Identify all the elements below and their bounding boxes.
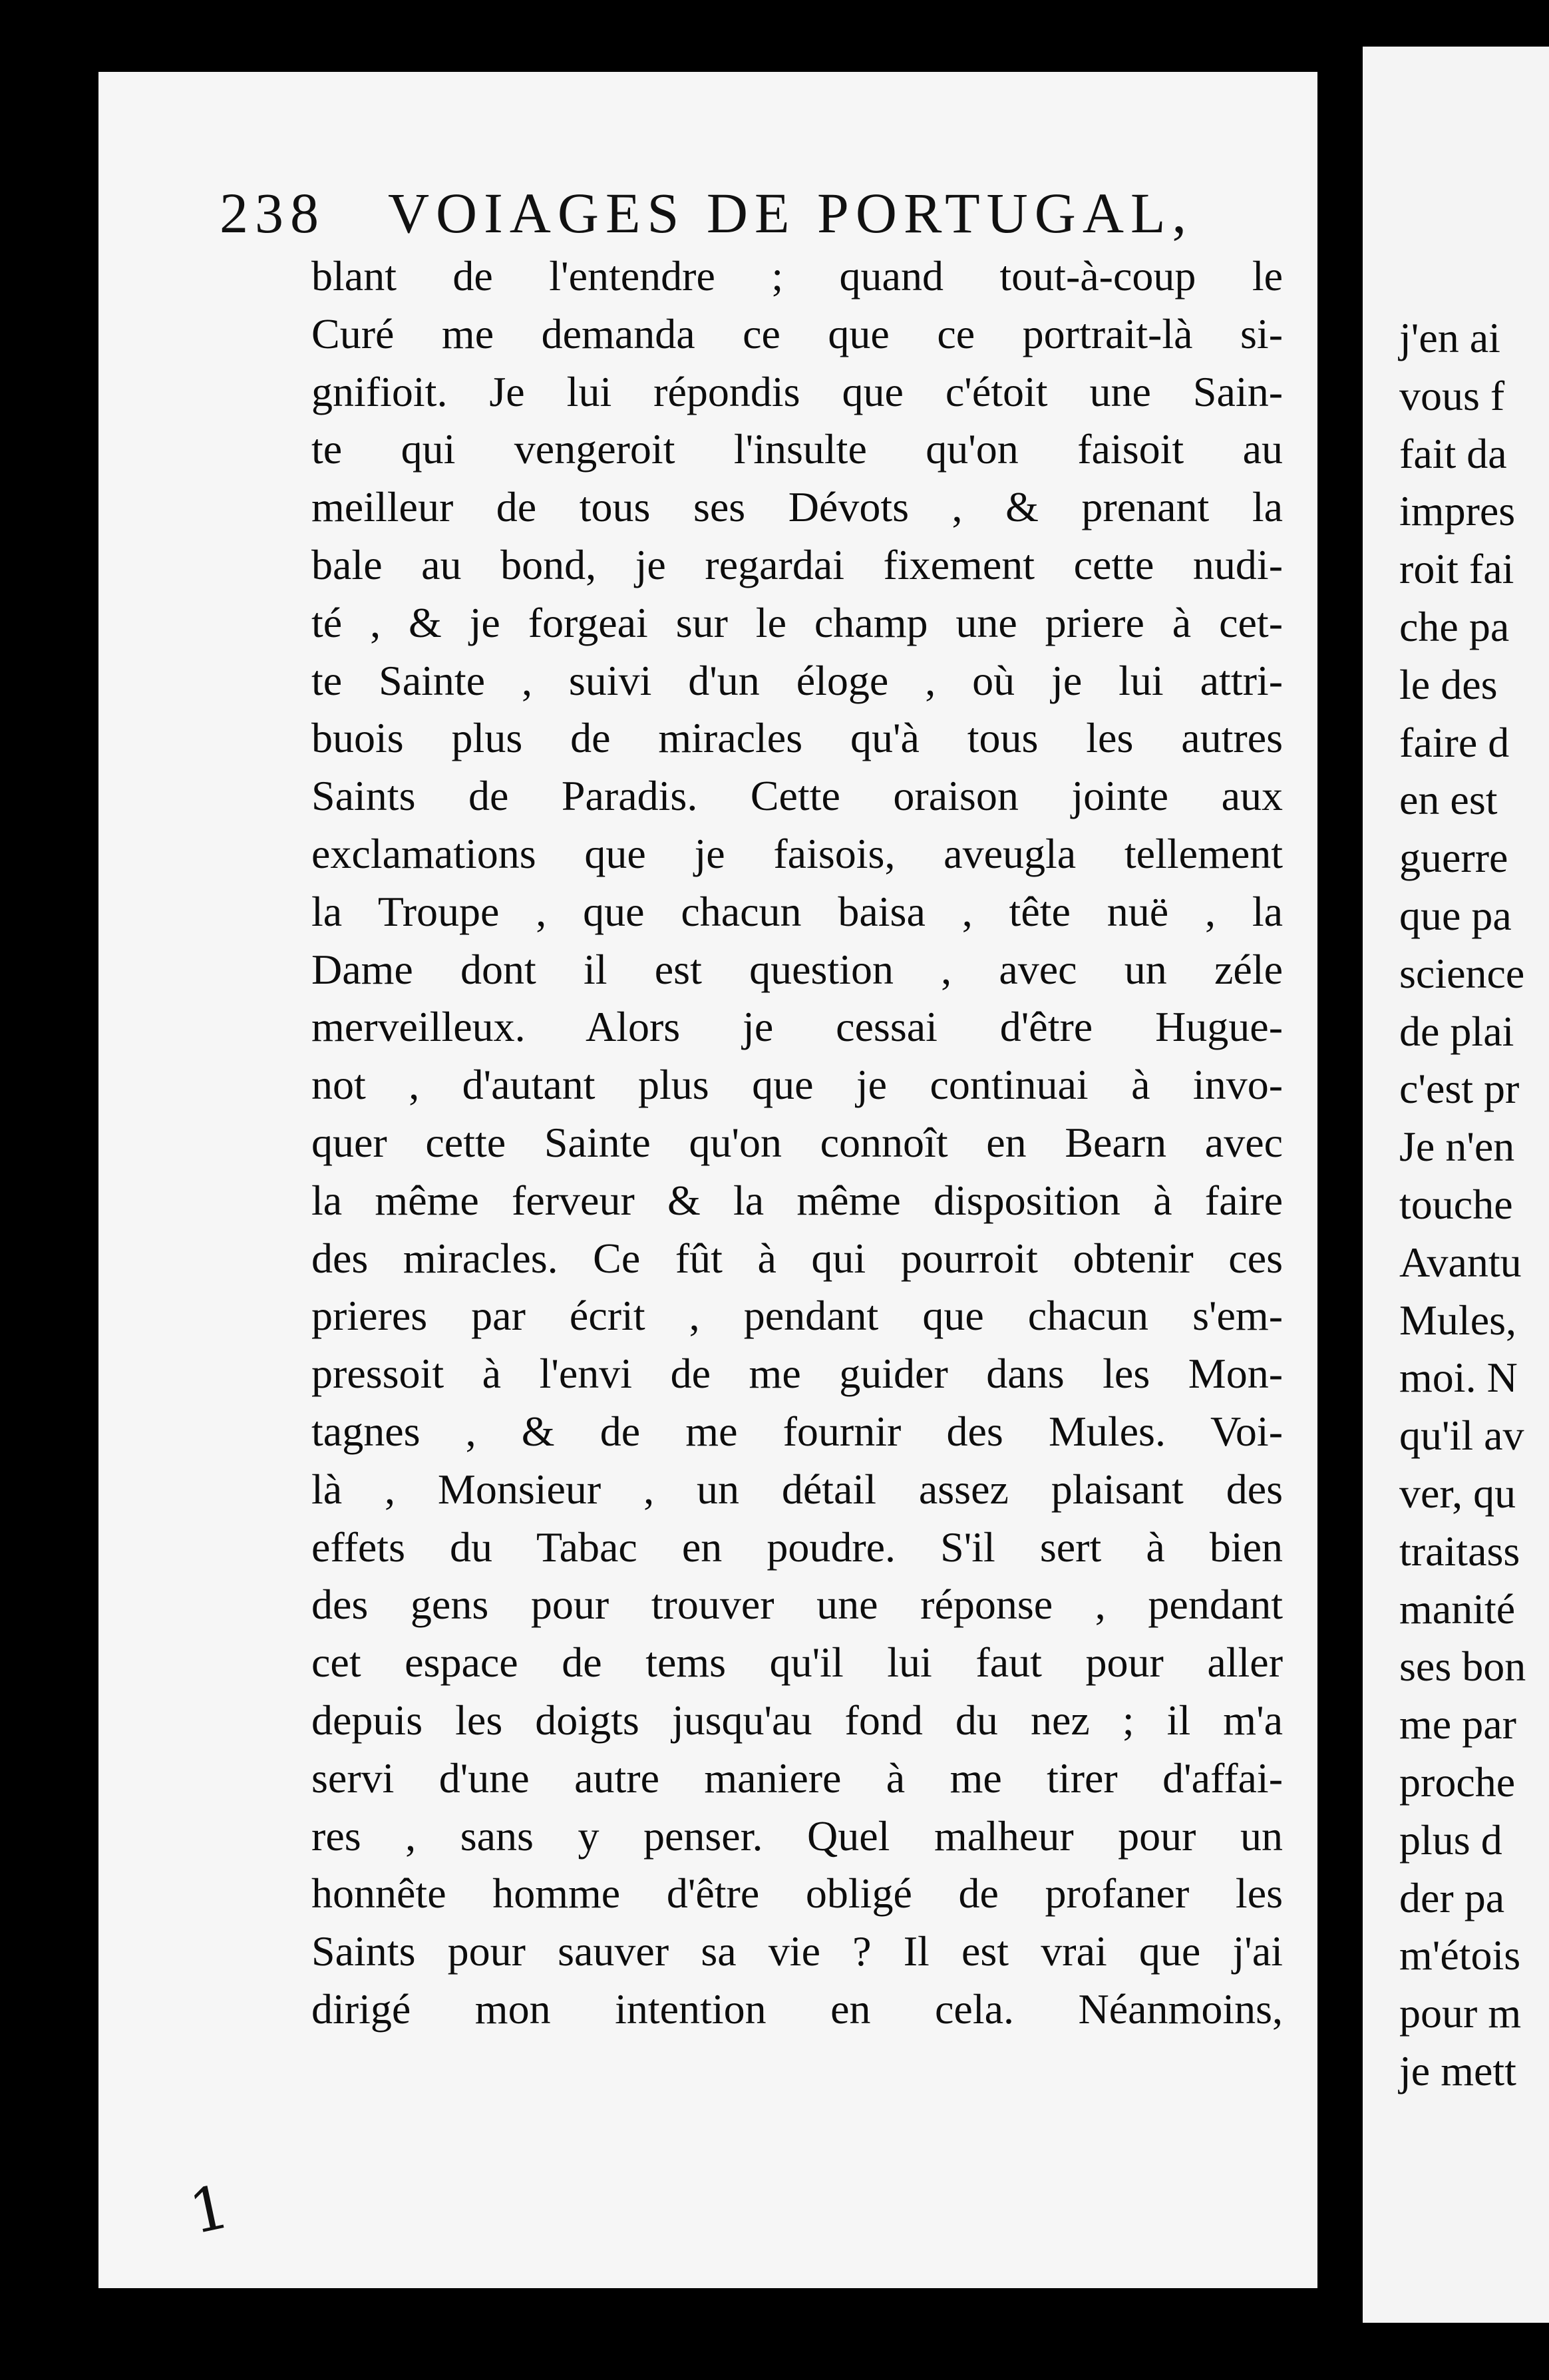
text-line: roit fai <box>1399 545 1514 593</box>
text-line: res , sans y penser. Quel malheur pour un <box>311 1812 1283 1860</box>
text-line: te qui vengeroit l'insulte qu'on faisoit au <box>311 425 1283 473</box>
text-line: traitass <box>1399 1527 1520 1575</box>
text-line: gnifioit. Je lui répondis que c'étoit une Sain- <box>311 367 1283 415</box>
text-line: exclamations que je faisois, aveugla tellement <box>311 829 1283 877</box>
text-line: meilleur de tous ses Dévots , & prenant la <box>311 483 1283 531</box>
text-line: me par <box>1399 1700 1516 1748</box>
text-line: de plai <box>1399 1007 1514 1055</box>
text-line: vous f <box>1399 371 1505 419</box>
text-line: m'étois <box>1399 1931 1521 1979</box>
text-line: guerre <box>1399 834 1508 882</box>
book-gutter <box>1317 0 1363 2380</box>
text-line: des miracles. Ce fût à qui pourroit obtenir ces <box>311 1234 1283 1282</box>
running-head <box>220 180 1193 246</box>
running-title: VOIAGES DE PORTUGAL, <box>387 181 1194 245</box>
text-line: pour m <box>1399 1989 1522 2037</box>
text-line: pressoit à l'envi de me guider dans les Mon- <box>311 1350 1283 1398</box>
text-line: bale au bond, je regardai fixement cette nudi- <box>311 540 1283 588</box>
text-line: te Sainte , suivi d'un éloge , où je lui attri- <box>311 656 1283 704</box>
text-line: que pa <box>1399 891 1512 939</box>
text-line: fait da <box>1399 429 1507 477</box>
right-page <box>1363 47 1549 2323</box>
text-line: j'en ai <box>1399 314 1500 361</box>
text-line: la Troupe , que chacun baisa , tête nuë , la <box>311 887 1283 935</box>
text-line: plus d <box>1399 1816 1502 1864</box>
text-line: Saints pour sauver sa vie ? Il est vrai que j'ai <box>311 1927 1283 1975</box>
text-line: Je n'en <box>1399 1123 1515 1171</box>
text-line: manité <box>1399 1585 1516 1633</box>
text-line: Saints de Paradis. Cette oraison jointe aux <box>311 772 1283 820</box>
text-line: des gens pour trouver une réponse , pendant <box>311 1581 1283 1629</box>
text-line: prieres par écrit , pendant que chacun s'em- <box>311 1292 1283 1340</box>
text-line: depuis les doigts jusqu'au fond du nez ; il m'a <box>311 1696 1283 1744</box>
text-line: effets du Tabac en poudre. S'il sert à bien <box>311 1523 1283 1571</box>
text-line: qu'il av <box>1399 1412 1524 1460</box>
right-page-text <box>1399 309 1549 2100</box>
text-line: impres <box>1399 487 1516 535</box>
text-line: merveilleux. Alors je cessai d'être Hugue- <box>311 1003 1283 1051</box>
text-line: je mett <box>1399 2047 1516 2094</box>
text-line: proche <box>1399 1758 1516 1806</box>
text-line: Dame dont il est question , avec un zéle <box>311 945 1283 993</box>
text-line: té , & je forgeai sur le champ une priere à cet- <box>311 598 1283 646</box>
text-line: touche <box>1399 1180 1513 1228</box>
text-line: ver, qu <box>1399 1469 1516 1517</box>
text-line: science <box>1399 949 1525 997</box>
text-line: Curé me demanda ce que ce portrait-là si- <box>311 309 1283 357</box>
text-line: honnête homme d'être obligé de profaner les <box>311 1870 1283 1917</box>
text-line: en est <box>1399 776 1498 824</box>
text-line: buois plus de miracles qu'à tous les autres <box>311 714 1283 762</box>
page-number: 238 <box>220 181 325 245</box>
text-line: le des <box>1399 660 1498 708</box>
margin-mark: 1 <box>183 2172 236 2248</box>
text-line: Mules, <box>1399 1296 1516 1344</box>
text-line: cet espace de tems qu'il lui faut pour aller <box>311 1639 1283 1686</box>
text-line: servi d'une autre maniere à me tirer d'affai- <box>311 1754 1283 1802</box>
text-line: der pa <box>1399 1874 1505 1921</box>
text-line: Avantu <box>1399 1238 1522 1286</box>
text-line: dirigé mon intention en cela. Néanmoins, <box>311 1985 1283 2033</box>
text-line: la même ferveur & la même disposition à faire <box>311 1176 1283 1224</box>
text-line: not , d'autant plus que je continuai à invo- <box>311 1061 1283 1109</box>
text-line: che pa <box>1399 602 1510 650</box>
text-line: moi. N <box>1399 1354 1518 1402</box>
left-page-text <box>311 248 1283 2039</box>
text-line: ses bon <box>1399 1643 1526 1690</box>
text-line: blant de l'entendre ; quand tout-à-coup le <box>311 252 1283 299</box>
text-line: quer cette Sainte qu'on connoît en Bearn avec <box>311 1118 1283 1166</box>
text-line: faire d <box>1399 718 1510 766</box>
text-line: c'est pr <box>1399 1065 1520 1113</box>
text-line: là , Monsieur , un détail assez plaisant des <box>311 1465 1283 1513</box>
text-line: tagnes , & de me fournir des Mules. Voi- <box>311 1407 1283 1455</box>
